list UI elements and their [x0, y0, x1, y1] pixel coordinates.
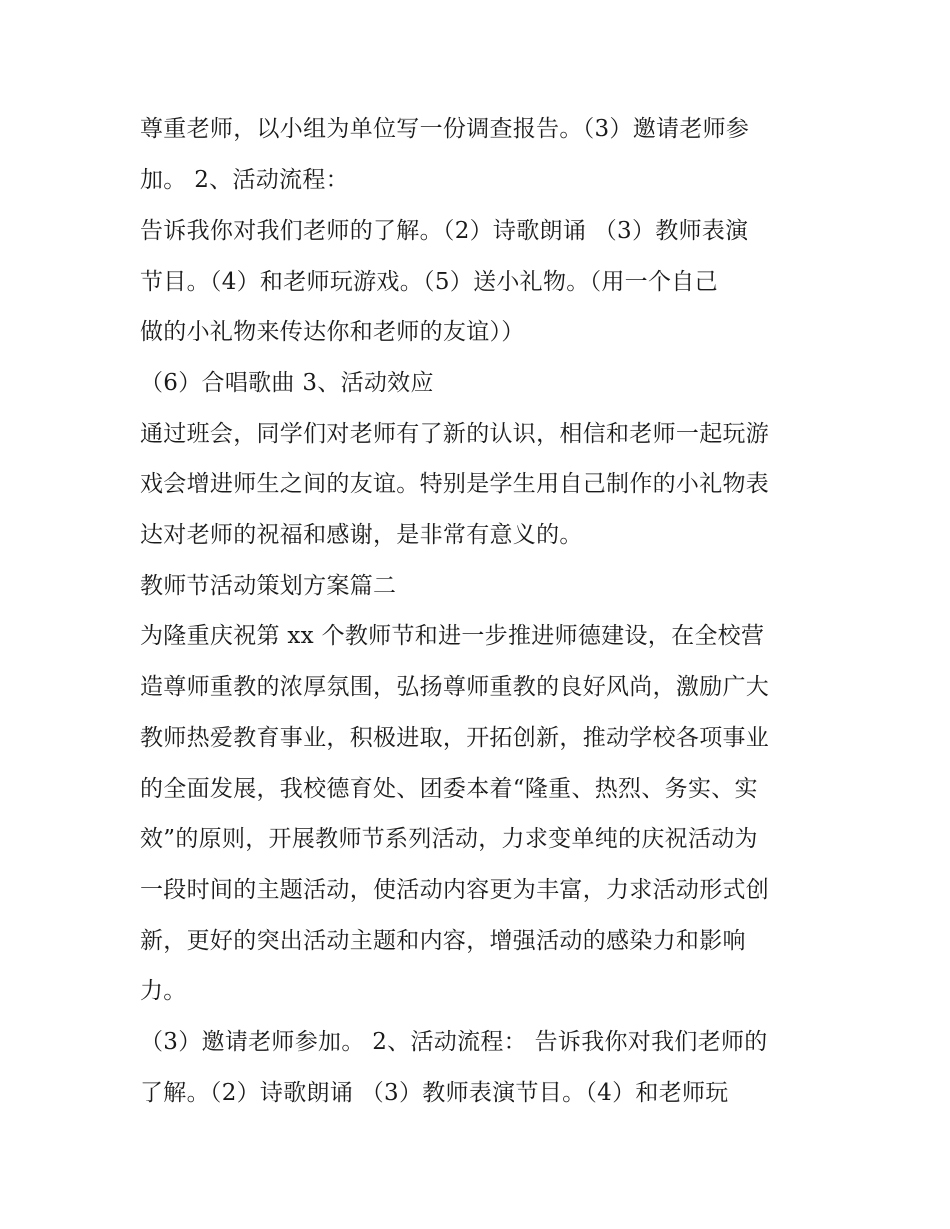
text-line: 尊重老师，以小组为单位写一份调查报告。（3）邀请老师参: [140, 116, 750, 142]
text-line: 达对老师的祝福和感谢，是非常有意义的。: [140, 522, 583, 548]
text-line: 一段时间的主题活动，使活动内容更为丰富，力求活动形式创: [140, 877, 770, 903]
section-heading: 教师节活动策划方案篇二: [140, 573, 397, 599]
text-line: 教师热爱教育事业，积极进取，开拓创新，推动学校各项事业: [140, 725, 770, 751]
text-line: 戏会增进师生之间的友谊。特别是学生用自己制作的小礼物表: [140, 471, 770, 497]
text-line: 效”的原则，开展教师节系列活动，力求变单纯的庆祝活动为: [140, 826, 758, 852]
text-line: 加。 2、活动流程：: [140, 167, 349, 193]
text-line: 新，更好的突出活动主题和内容，增强活动的感染力和影响: [140, 928, 746, 954]
text-line: 通过班会，同学们对老师有了新的认识，相信和老师一起玩游: [140, 421, 770, 447]
text-line: 了解。（2）诗歌朗诵 （3）教师表演节目。（4）和老师玩: [140, 1080, 729, 1106]
text-line: 告诉我你对我们老师的了解。（2）诗歌朗诵 （3）教师表演: [140, 218, 749, 244]
text-line: 节目。（4）和老师玩游戏。（5）送小礼物。（用一个自己: [140, 269, 718, 295]
text-line: 造尊师重教的浓厚氛围，弘扬尊师重教的良好风尚，激励广大: [140, 674, 770, 700]
text-line: （6）合唱歌曲 3、活动效应: [140, 370, 434, 396]
text-line: （3）邀请老师参加。 2、活动流程： 告诉我你对我们老师的: [140, 1029, 768, 1055]
text-line: 为隆重庆祝第 xx 个教师节和进一步推进师德建设，在全校营: [140, 623, 765, 649]
text-line: 做的小礼物来传达你和老师的友谊））: [140, 319, 525, 345]
text-line: 的全面发展，我校德育处、团委本着“隆重、热烈、务实、实: [140, 776, 758, 802]
text-line: 力。: [140, 978, 187, 1004]
